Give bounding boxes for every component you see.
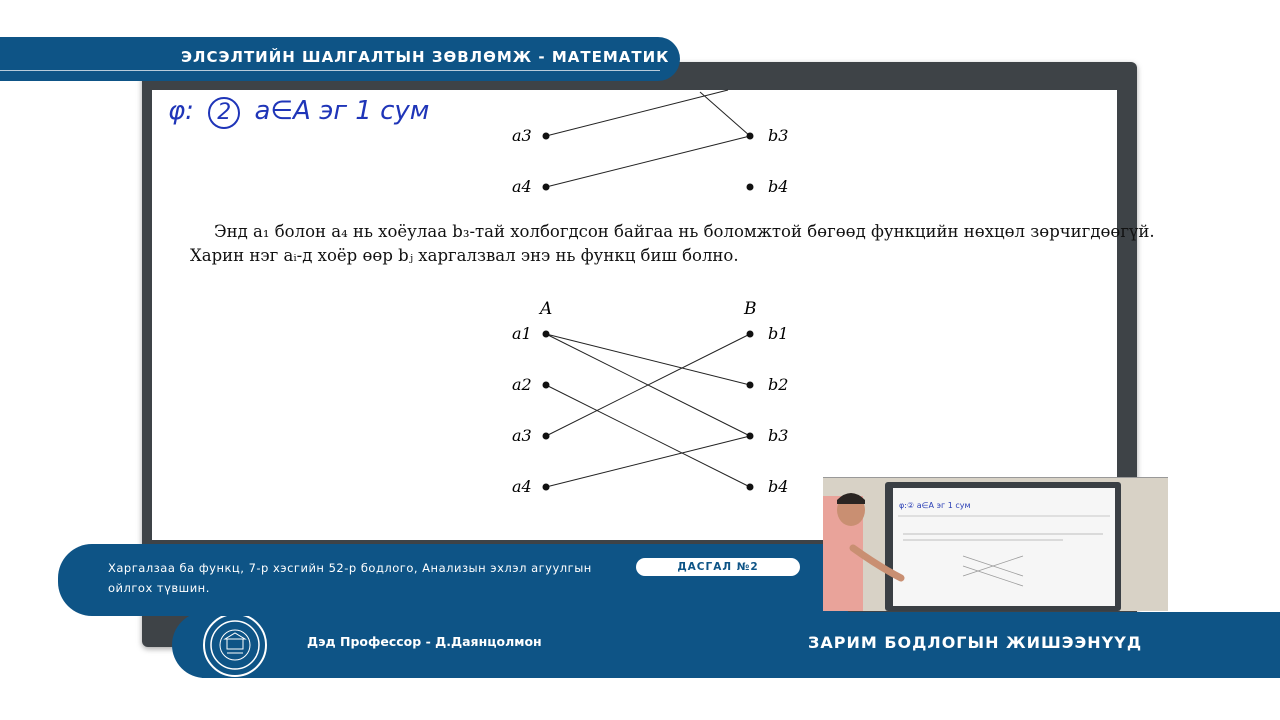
point-b2	[747, 382, 754, 389]
point-b3	[747, 433, 754, 440]
label-a4-top: a4	[512, 177, 532, 196]
label-b3: b3	[768, 426, 789, 445]
handwritten-text: a∈A эг 1 сум	[254, 96, 430, 126]
paragraph-line-1: Энд a₁ болон a₄ нь хоёулаа b₃-тай холбогдсон байгаа нь боломжтой бөгөөд функцийн нөхцөл зөрчигдөөгүй.	[214, 222, 1155, 241]
label-b1: b1	[768, 324, 789, 343]
exercise-badge: ДАСГАЛ №2	[636, 558, 800, 576]
point-b1	[747, 331, 754, 338]
presenter-name: Дэд Профессор - Д.Даянцолмон	[307, 634, 542, 649]
label-a3-top: a3	[512, 126, 532, 145]
set-b-label: B	[744, 299, 757, 319]
university-seal-logo	[203, 613, 267, 677]
label-a3: a3	[512, 426, 532, 445]
point-a4	[543, 484, 550, 491]
label-a4: a4	[512, 477, 532, 496]
header-underline	[0, 70, 660, 71]
point-a3-top	[543, 133, 550, 140]
point-b3-top	[747, 133, 754, 140]
point-b4-top	[747, 184, 754, 191]
paragraph-line-2: Харин нэг aᵢ-д хоёр өөр bⱼ харгалзвал энэ нь функц биш болно.	[190, 246, 739, 265]
label-b3-top: b3	[768, 126, 789, 145]
point-a4-top	[543, 184, 550, 191]
arrow-line	[546, 90, 728, 136]
arrow-line	[700, 92, 750, 136]
point-b4	[747, 484, 754, 491]
header-title: ЭЛСЭЛТИЙН ШАЛГАЛТЫН ЗӨВЛӨМЖ - МАТЕМАТИК	[181, 48, 670, 66]
camera-board-scribble: φ:② a∈A эг 1 сум	[899, 501, 971, 510]
explanation-paragraph	[190, 220, 1155, 268]
point-a3	[543, 433, 550, 440]
arrow-line	[546, 436, 750, 487]
label-b4: b4	[768, 477, 789, 496]
seal-icon	[205, 615, 265, 675]
point-a2	[543, 382, 550, 389]
arrow-line	[546, 136, 750, 187]
label-b2: b2	[768, 375, 789, 394]
camera-feed-image	[823, 478, 1168, 611]
presenter-camera-feed	[823, 477, 1168, 611]
label-a1: a1	[512, 324, 532, 343]
arrow-line	[546, 334, 750, 385]
handwritten-circled-number: 2	[208, 97, 240, 129]
set-a-label: A	[540, 299, 553, 319]
arrow-line	[546, 385, 750, 487]
handwritten-prefix: φ:	[168, 96, 194, 126]
section-title: ЗАРИМ БОДЛОГЫН ЖИШЭЭНҮҮД	[808, 633, 1143, 652]
label-b4-top: b4	[768, 177, 789, 196]
point-a1	[543, 331, 550, 338]
caption-text: Харгалзаа ба функц, 7-р хэсгийн 52-р бодлого, Анализын эхлэл агуулгын ойлгох түвшин.	[108, 561, 592, 595]
label-a2: a2	[512, 375, 532, 394]
